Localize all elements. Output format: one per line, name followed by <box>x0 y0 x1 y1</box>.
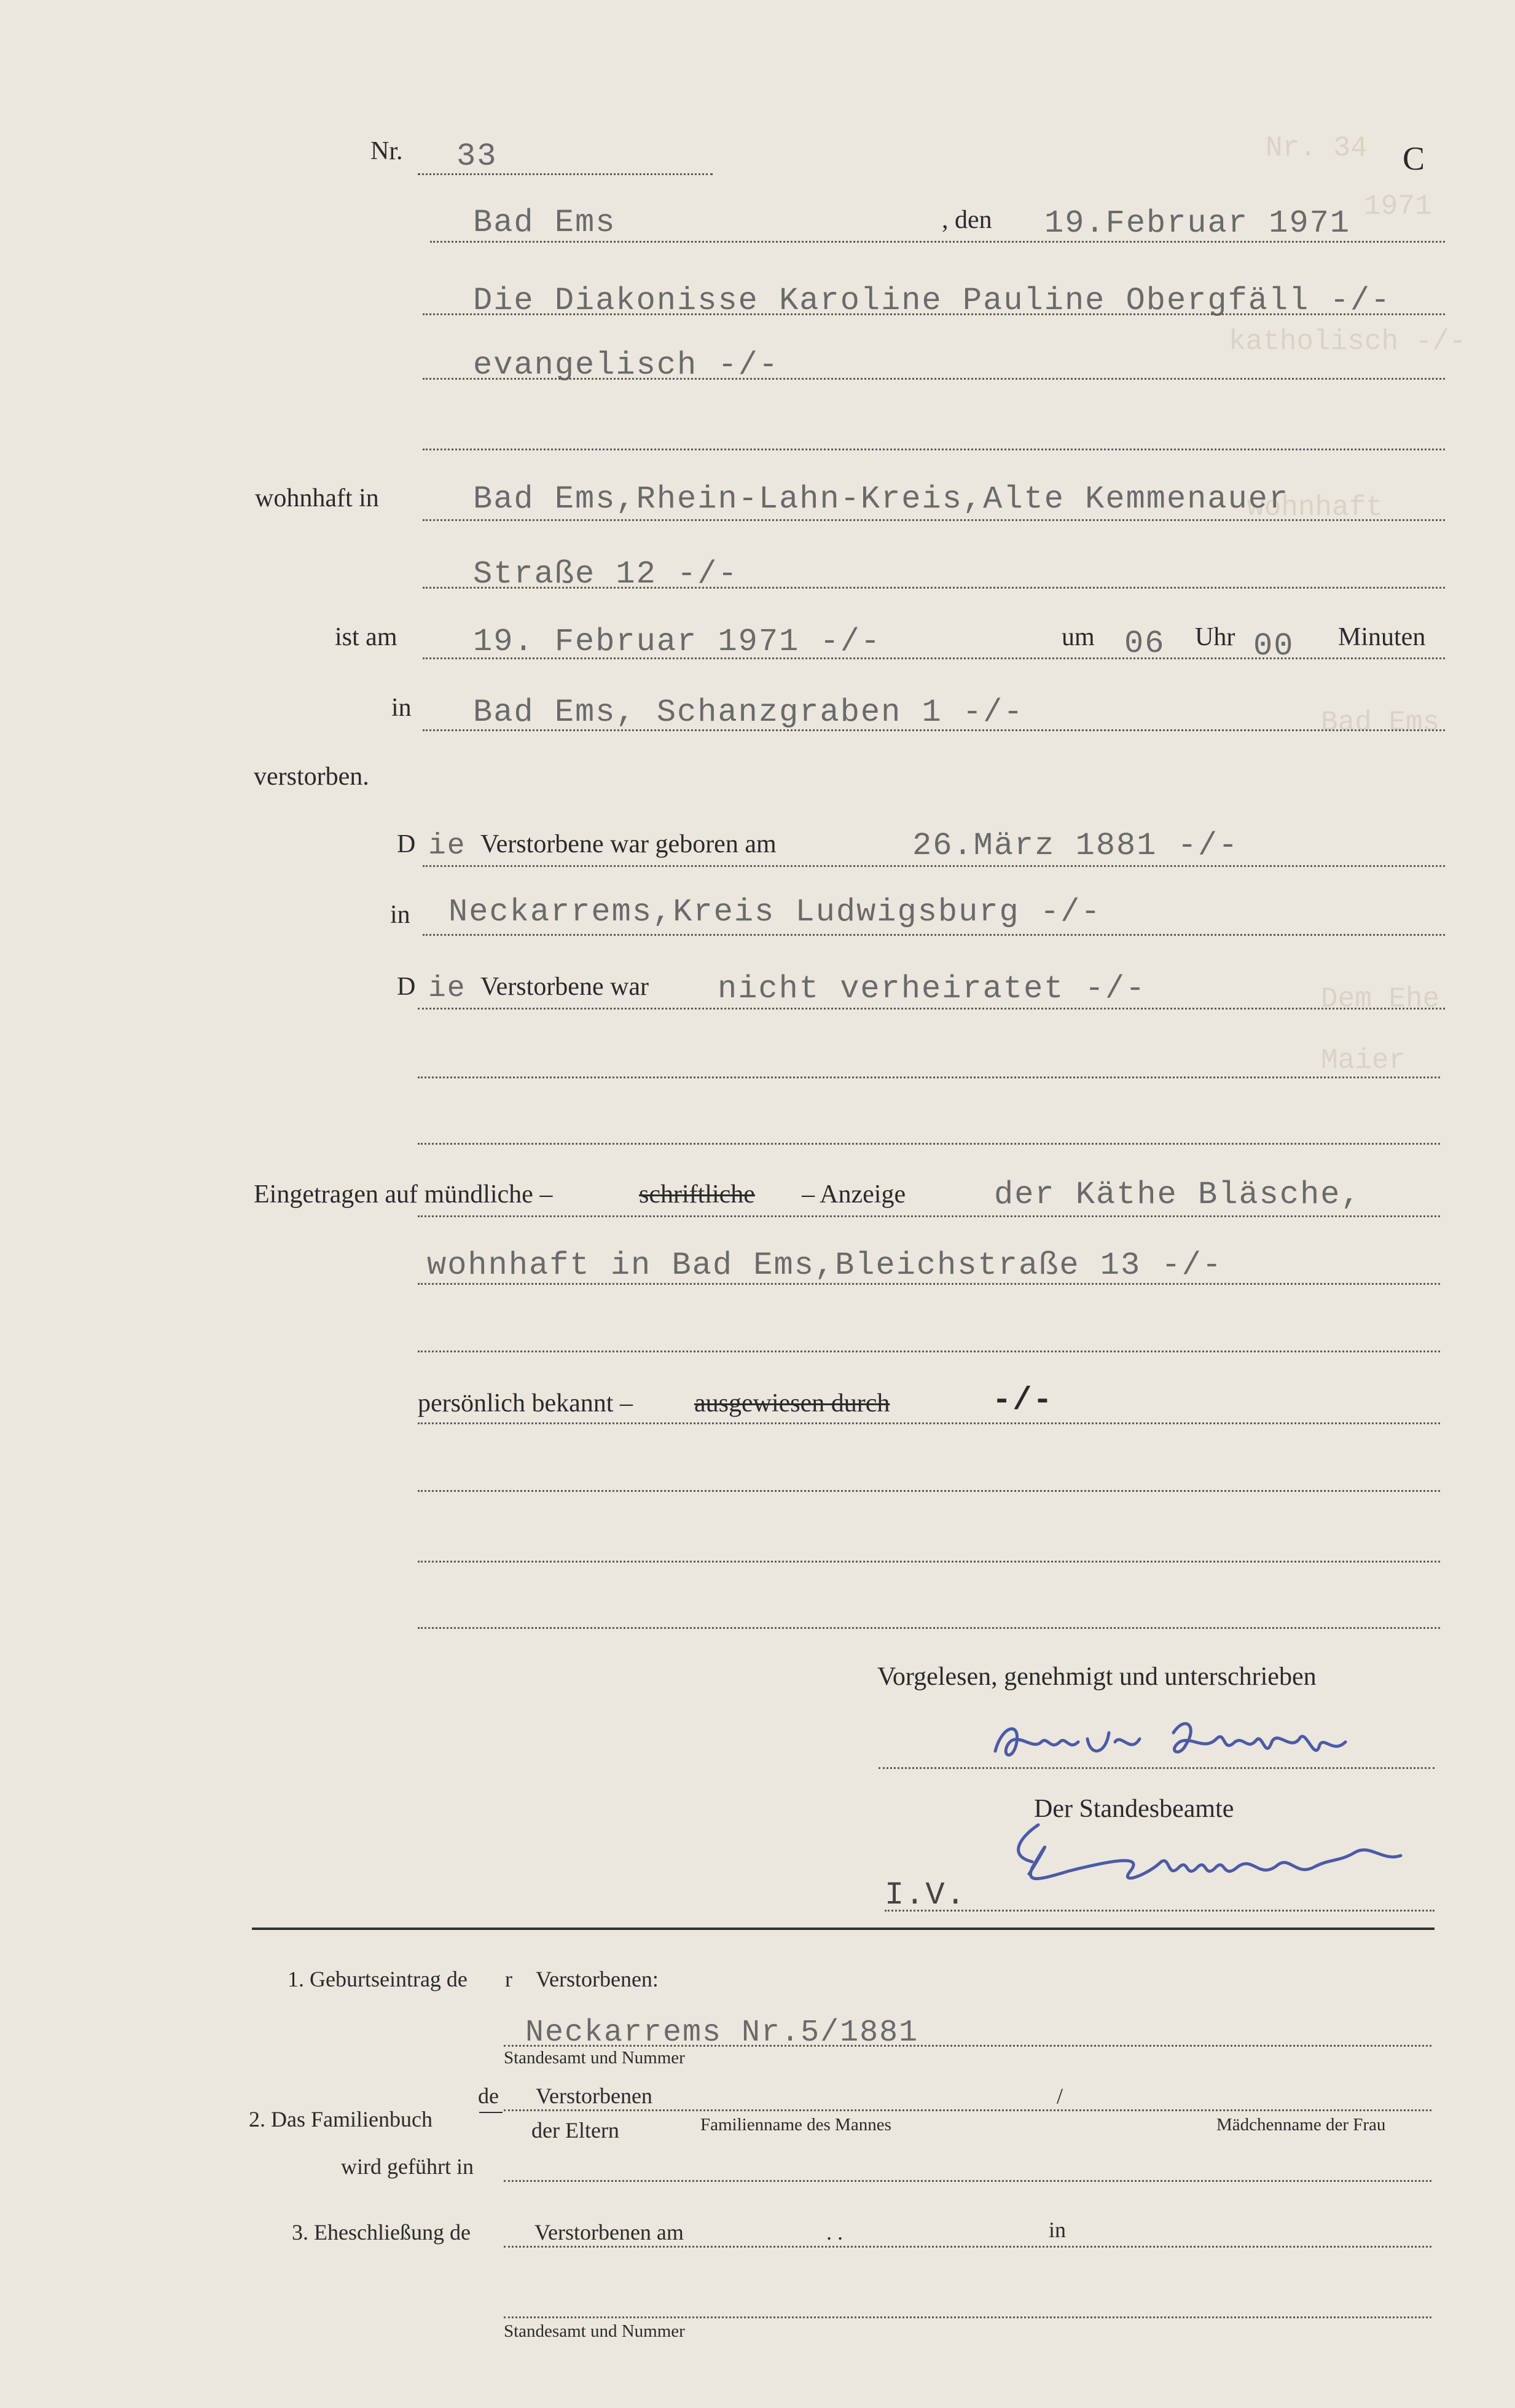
informant-2: wohnhaft in Bad Ems,Bleichstraße 13 -/- <box>427 1247 1223 1284</box>
birth-place: Neckarrems,Kreis Ludwigsburg -/- <box>448 894 1102 930</box>
item1-line <box>504 2045 1431 2047</box>
item3-in: in <box>1049 2218 1067 2242</box>
religion-line <box>423 378 1445 380</box>
item3-line <box>504 2246 1431 2248</box>
marital-line <box>418 1008 1445 1010</box>
address-line <box>423 519 1445 521</box>
eingetragen-label: Eingetragen auf mündliche – <box>254 1180 553 1209</box>
address-line-1: Bad Ems,Rhein-Lahn-Kreis,Alte Kemmenauer <box>473 481 1290 517</box>
informant-signature-line <box>879 1767 1435 1769</box>
name-value: Die Diakonisse Karoline Pauline Obergfäll -/- <box>473 283 1392 319</box>
item3-dots: . . <box>826 2220 843 2245</box>
item3-label: 3. Eheschließung de <box>292 2220 471 2245</box>
bleed-through-text: Nr. 34 <box>1266 132 1368 164</box>
death-date: 19. Februar 1971 -/- <box>473 624 882 660</box>
ausgewiesen-struck: ausgewiesen durch <box>694 1389 890 1418</box>
item2-label: 2. Das Familienbuch <box>249 2107 433 2132</box>
religion-value: evangelisch -/- <box>473 347 780 383</box>
informant-1: der Käthe Bläsche, <box>994 1177 1361 1213</box>
informant-line <box>418 1215 1440 1217</box>
birth-place-line <box>423 934 1445 936</box>
wohnhaft-label: wohnhaft in <box>255 484 379 512</box>
death-place: Bad Ems, Schanzgraben 1 -/- <box>473 694 1024 731</box>
marital-label-d: D <box>397 973 416 1001</box>
nr-value: 33 <box>456 138 498 175</box>
iv-label: I.V. <box>885 1877 966 1913</box>
birth-in-label: in <box>390 901 410 929</box>
blank-line <box>418 1627 1440 1629</box>
minutes-value: 00 <box>1253 628 1294 664</box>
item2-line <box>504 2109 1431 2111</box>
item2-de: de <box>478 2084 499 2108</box>
item1-r: r <box>505 1967 512 1991</box>
item2-slash: / <box>1057 2084 1063 2108</box>
date-line <box>430 241 1445 243</box>
place-value: Bad Ems <box>473 205 616 241</box>
bleed-through-text: wohnhaft <box>1247 492 1383 524</box>
registrar-signature-line <box>885 1910 1435 1912</box>
wird-gefuehrt-line <box>504 2180 1431 2182</box>
death-date-line <box>423 657 1445 659</box>
informant-signature <box>983 1708 1388 1776</box>
nr-line <box>418 173 713 175</box>
schriftliche-struck: schriftliche <box>639 1180 755 1209</box>
form-letter: C <box>1403 140 1425 177</box>
maedchenname-frau-label: Mädchenname der Frau <box>1216 2115 1386 2135</box>
item1-rest: Verstorbenen: <box>536 1967 659 1991</box>
blank-line <box>418 1351 1440 1352</box>
item2-verstorbenen: Verstorbenen <box>536 2084 652 2108</box>
bekannt-line <box>418 1422 1440 1424</box>
born-label-ie: ie <box>428 829 466 863</box>
address-line-2: Straße 12 -/- <box>473 556 738 592</box>
item3-line-2 <box>504 2316 1431 2318</box>
in-label: in <box>391 694 412 722</box>
bleed-through-text: Bad Ems <box>1321 707 1440 739</box>
item1-value: Neckarrems Nr.5/1881 <box>525 2015 919 2050</box>
blank-line <box>423 449 1445 450</box>
informant-line-2 <box>418 1283 1440 1285</box>
bleed-through-text: 1971 <box>1364 190 1432 222</box>
death-place-line <box>423 729 1445 731</box>
um-label: um <box>1062 623 1095 651</box>
bleed-through-text: katholisch -/- <box>1229 326 1466 358</box>
standesamt-nummer-label: Standesamt und Nummer <box>504 2048 685 2068</box>
standesbeamte-label: Der Standesbeamte <box>1034 1795 1234 1823</box>
bekannt-value: -/- <box>992 1382 1054 1419</box>
marital-status: nicht verheiratet -/- <box>718 971 1146 1007</box>
item2-fraction-bar <box>479 2112 503 2113</box>
birth-date-line <box>423 865 1445 867</box>
birth-date: 26.März 1881 -/- <box>912 828 1239 864</box>
familienname-mann-label: Familienname des Mannes <box>700 2115 891 2135</box>
vorgelesen-text: Vorgelesen, genehmigt und unterschrieben <box>877 1663 1317 1691</box>
blank-line <box>418 1143 1440 1145</box>
ist-am-label: ist am <box>335 623 397 651</box>
bleed-through-text: Maier <box>1321 1045 1406 1077</box>
standesamt-nummer-label-2: Standesamt und Nummer <box>504 2321 685 2341</box>
den-label: , den <box>942 206 992 234</box>
blank-line <box>418 1490 1440 1492</box>
item1-label: 1. Geburtseintrag de <box>288 1967 468 1991</box>
date-value: 19.Februar 1971 <box>1044 205 1351 241</box>
section-divider <box>252 1928 1435 1930</box>
item2-eltern: der Eltern <box>531 2118 619 2143</box>
bleed-through-text: Dem Ehe <box>1321 983 1440 1015</box>
uhr-label: Uhr <box>1195 623 1235 651</box>
verstorben-label: verstorben. <box>254 763 369 791</box>
marital-label-ie: ie <box>428 972 466 1005</box>
nr-label: Nr. <box>370 137 403 165</box>
wird-gefuehrt-label: wird geführt in <box>341 2154 474 2179</box>
born-label: Verstorbene war geboren am <box>480 830 777 858</box>
anzeige-label: – Anzeige <box>802 1180 906 1209</box>
hour-value: 06 <box>1124 626 1165 662</box>
registrar-signature <box>995 1794 1425 1917</box>
born-label-d: D <box>397 830 416 858</box>
bekannt-label: persönlich bekannt – <box>418 1389 633 1418</box>
address-line-2-rule <box>423 587 1445 589</box>
blank-line <box>418 1077 1440 1078</box>
item3-verstorbenen: Verstorbenen am <box>534 2220 684 2245</box>
marital-label: Verstorbene war <box>480 973 649 1001</box>
minuten-label: Minuten <box>1338 623 1426 651</box>
name-line <box>423 313 1445 315</box>
blank-line <box>418 1561 1440 1563</box>
